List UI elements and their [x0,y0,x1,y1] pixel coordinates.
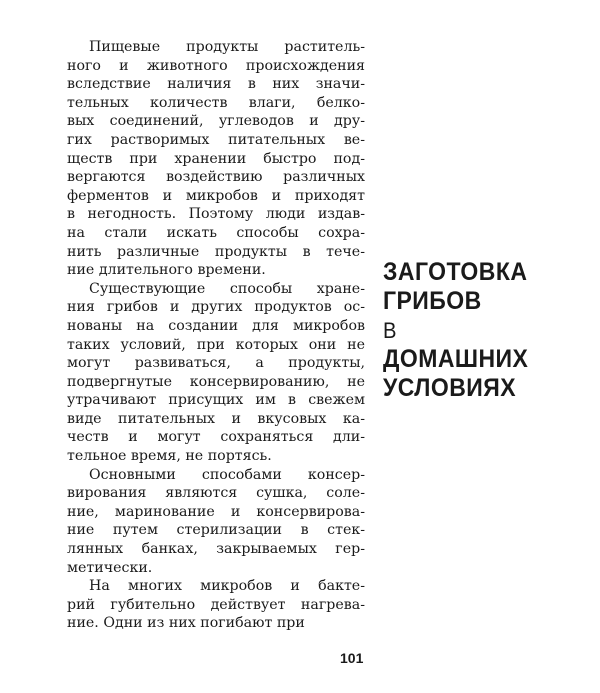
text-line: в негодность. Поэтому люди издав- [67,206,365,223]
heading-line: В [383,318,397,343]
text-line: тельное время, не портясь. [67,448,272,465]
page-number: 101 [340,650,364,666]
paragraph [67,38,365,280]
text-line: метически. [67,559,153,576]
text-line: вергаются воздействию различных [67,169,365,186]
text-line: ферментов и микробов и приходят [67,187,365,204]
paragraph [67,577,365,633]
heading-line: ДОМАШНИХ [383,345,529,373]
paragraph [67,280,365,466]
text-line: утрачивают присущих им в свежем [67,392,365,409]
text-line: ние длительного времени. [67,262,266,279]
section-heading [383,258,528,403]
text-line: нить различные продукты в тече- [67,243,365,260]
text-line: честв и могут сохраняться дли- [67,429,365,446]
text-line: ние, маринование и консервирова- [67,503,365,520]
text-line: ществ при хранении быстро под- [67,150,365,167]
paragraph [67,466,365,578]
text-line: виде питательных и вкусовых ка- [67,410,365,427]
text-line: рий губительно действует нагрева- [67,596,365,613]
text-line: подвергнутые консервированию, не [67,373,365,390]
text-line: ного и животного происхождения [67,57,365,74]
text-line: на стали искать способы сохра- [67,224,365,241]
text-line: вирования являются сушка, соле- [67,485,365,502]
text-line: гих растворимых питательных ве- [67,131,365,148]
text-line: ние путем стерилизации в стек- [67,522,365,539]
text-line: ние. Одни из них погибают при [67,615,305,632]
text-line: могут развиваться, а продукты, [67,355,365,372]
text-line: Существующие способы хране- [89,280,365,297]
text-line: На многих микробов и бакте- [89,578,365,595]
text-line: ния грибов и других продуктов ос- [67,299,365,316]
heading-line: УСЛОВИЯХ [383,374,517,402]
text-line: нованы на создании для микробов [67,317,365,334]
heading-line: ГРИБОВ [383,287,482,315]
text-line: тельных количеств влаги, белко- [67,94,365,111]
text-line: таких условий, при которых они не [67,336,365,353]
text-line: лянных банках, закрываемых гер- [67,541,365,558]
body-text [67,38,365,633]
heading-line: ЗАГОТОВКА [383,258,528,286]
text-line: вследствие наличия в них значи- [67,76,365,93]
text-line: Пищевые продукты раститель- [89,39,365,55]
text-line: вых соединений, углеводов и дру- [67,113,365,130]
text-line: Основными способами консер- [89,466,365,483]
